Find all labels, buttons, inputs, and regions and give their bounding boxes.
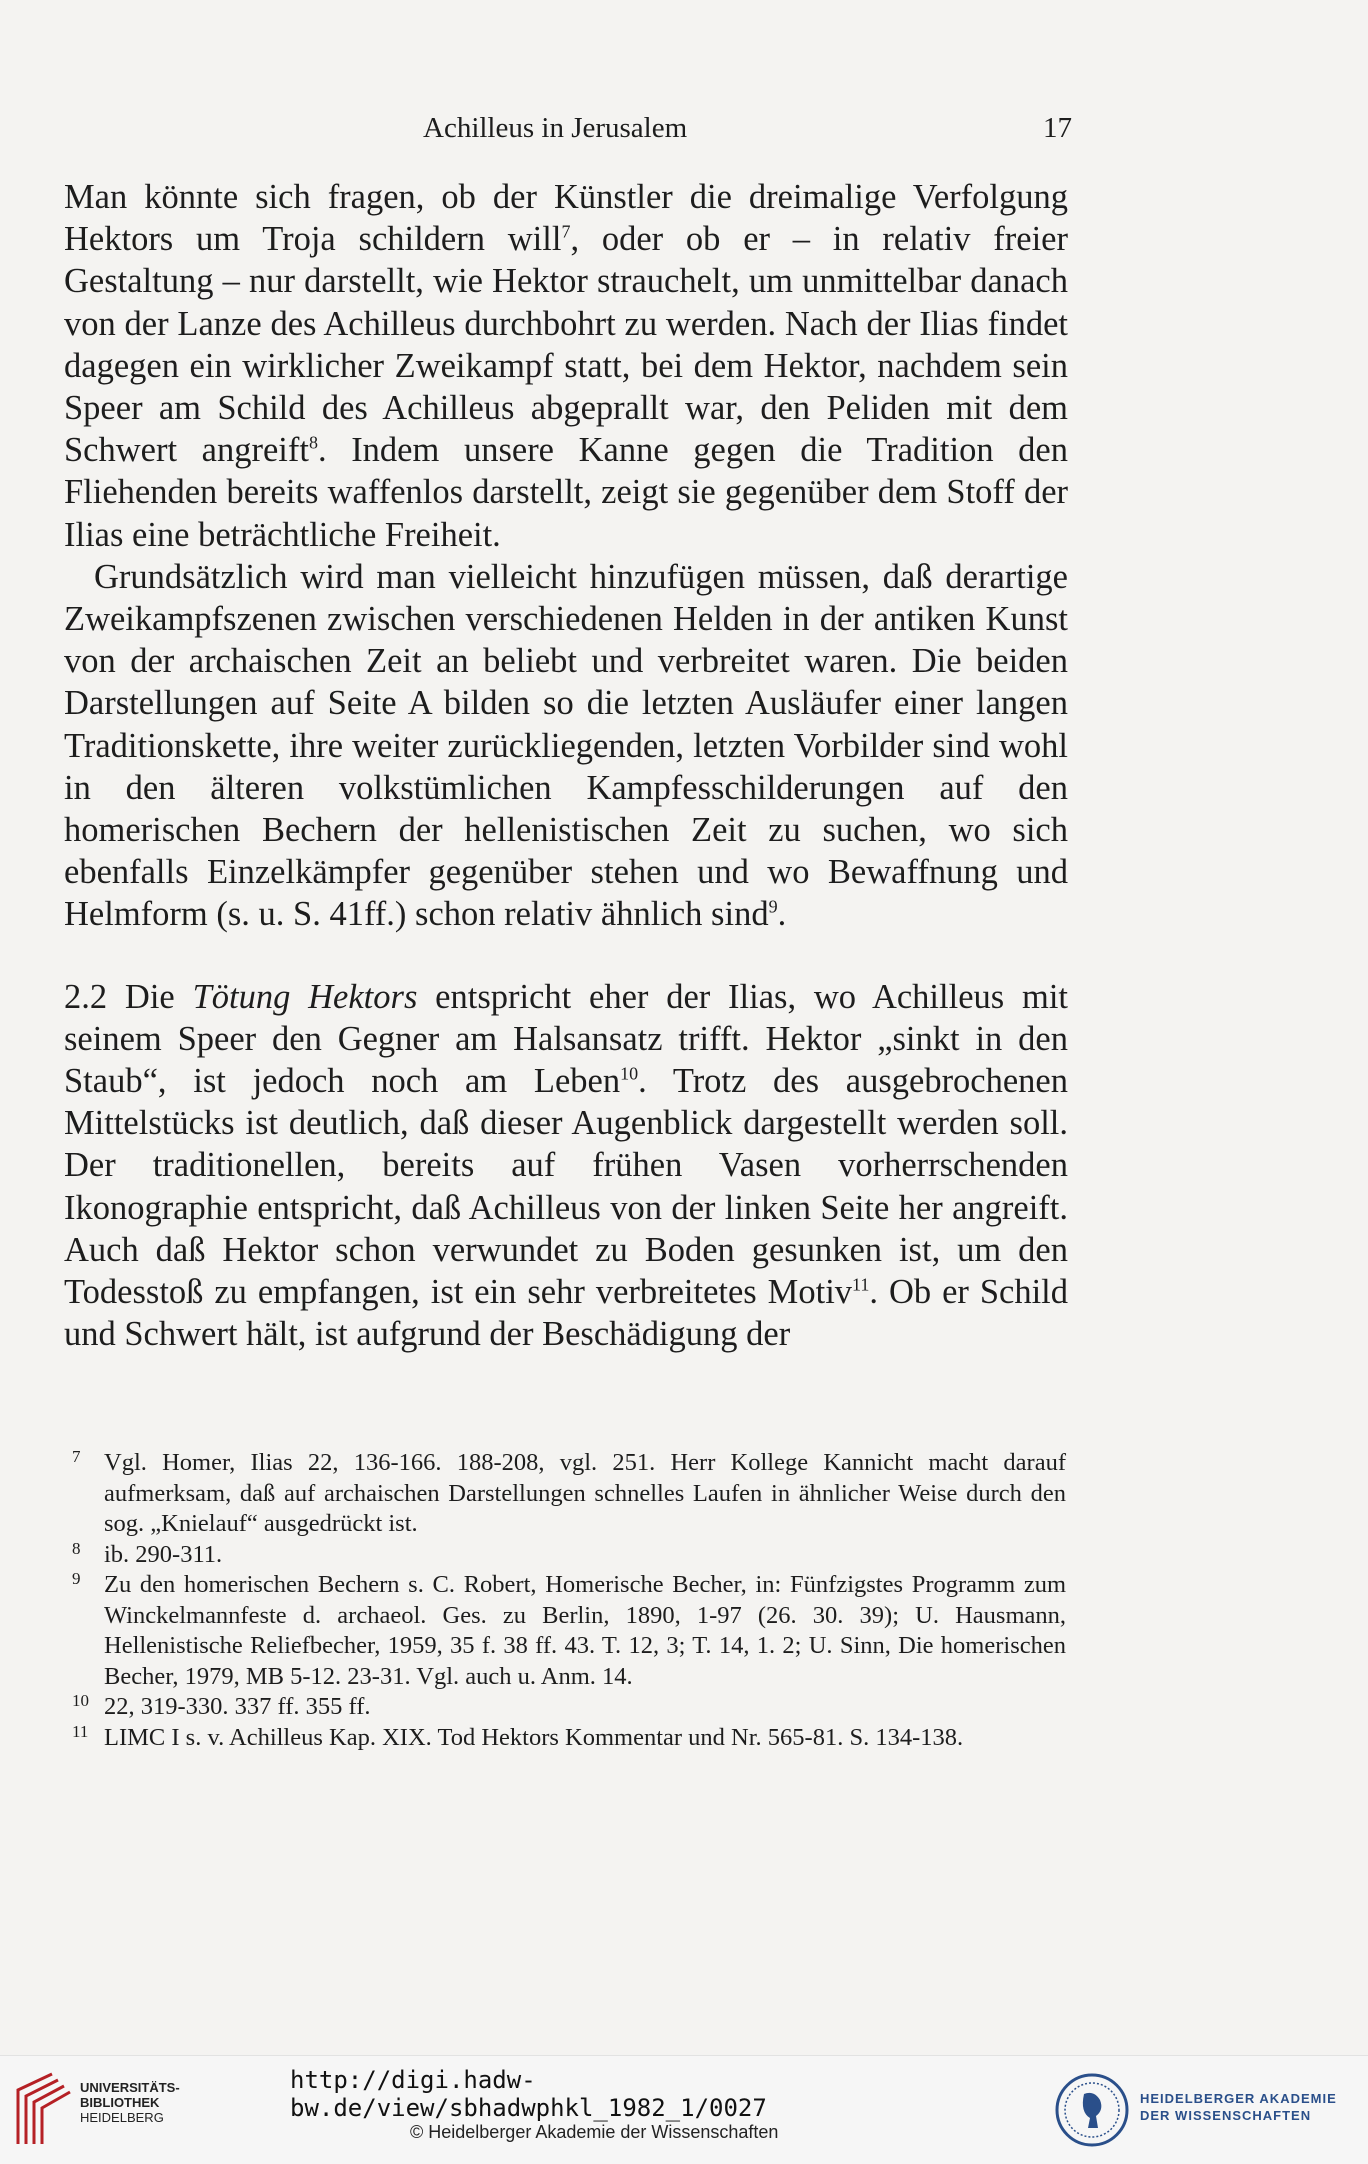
copyright-notice: © Heidelberger Akademie der Wissenschaften xyxy=(410,2122,779,2142)
text-run: Man könnte sich fragen, ob der Künstler die dreimalige Verfolgung Hektors um Troja schildern will xyxy=(64,178,1068,259)
footnote-ref: 11 xyxy=(852,1274,870,1295)
footnote-text: 22, 319-330. 337 ff. 355 ff. xyxy=(104,1693,371,1720)
page-number: 17 xyxy=(1043,112,1072,144)
footnote-number: 7 xyxy=(72,1447,81,1466)
footnote-text: Zu den homerischen Bechern s. C. Robert, Homerische Becher, in: Fünfzigstes Programm zum Winckelmannfeste d. archaeol. Ges. zu Berlin, 1890, 1-97 (26. 30. 39); U. Hausmann, Hellenistische Reliefbecher, 1959, 35 f. 38 ff. 43. T. 12, 3; T. 14, 1. 2; U. Sinn, Die homerischen Becher, 1979, MB 5-12. 23-31. Vgl. auch u. Anm. 14. xyxy=(104,1571,1066,1690)
library-name-line: UNIVERSITÄTS- xyxy=(80,2080,180,2095)
footnote-number: 8 xyxy=(72,1538,81,1558)
footnote xyxy=(72,1570,1066,1692)
university-library-name xyxy=(80,2080,180,2125)
footnote xyxy=(72,1540,1066,1571)
academy-name-line: HEIDELBERGER AKADEMIE xyxy=(1140,2091,1337,2106)
footnote-number: 10 xyxy=(72,1691,89,1710)
text-run: entspricht eher der Ilias, wo Achilleus mit seinem Speer den Gegner am Halsansatz trifft. Hektor „sinkt in den Staub“, ist jedoch noch am Leben xyxy=(64,977,1068,1101)
footnote-ref: 9 xyxy=(768,896,778,917)
emphasis: Tötung Hektors xyxy=(192,977,418,1016)
text-run: Grundsätzlich wird man vielleicht hinzufügen müssen, daß derartige Zweikampfszenen zwischen verschiedenen Helden in der antiken Kunst von der archaischen Zeit an beliebt und verbreitet waren. Die beiden Darstellungen auf Seite A bilden so die letzten Ausläufer einer langen Traditionskette, ihre weiter zurückliegenden, letzten Vorbilder sind wohl in den älteren volkstümlichen Kampfesschilderungen auf den homerischen Bechern der hellenistischen Zeit zu suchen, wo sich ebenfalls Einzelkämpfer gegenüber stehen und wo Bewaffnung und Helmform (s. u. S. 41ff.) schon relativ ähnlich sind xyxy=(64,557,1068,934)
running-title: Achilleus in Jerusalem xyxy=(423,112,688,144)
library-name-line: BIBLIOTHEK xyxy=(80,2095,160,2110)
footnote xyxy=(72,1692,1066,1723)
footnote-number: 9 xyxy=(72,1569,81,1588)
paragraph-1 xyxy=(64,176,1068,556)
footnote-text: ib. 290-311. xyxy=(104,1540,223,1568)
footnote-number: 11 xyxy=(72,1721,89,1741)
body-text xyxy=(64,176,1068,1355)
paragraph-section-2-2 xyxy=(64,976,1068,1356)
university-library-logo-icon[interactable] xyxy=(12,2070,74,2150)
footnote-ref: 10 xyxy=(620,1063,639,1084)
academy-name-line: DER WISSENSCHAFTEN xyxy=(1140,2108,1312,2123)
academy-seal-icon[interactable] xyxy=(1054,2072,1130,2148)
text-run: . Trotz des ausgebrochenen Mittelstücks ist deutlich, daß dieser Augenblick dargestellt werden soll. Der traditionellen, bereits auf frühen Vasen vorherrschenden Ikonographie entspricht, daß Achilleus von der linken Seite her angreift. Auch daß Hektor schon verwundet zu Boden gesunken ist, um den Todesstoß zu empfangen, ist ein sehr verbreitetes Motiv xyxy=(64,1062,1068,1312)
academy-name xyxy=(1140,2090,1337,2124)
footnote-ref: 8 xyxy=(308,432,318,453)
footnote-text: Vgl. Homer, Ilias 22, 136-166. 188-208, vgl. 251. Herr Kollege Kannicht macht darauf aufmerksam, daß auf archaischen Darstellungen schnelles Laufen in ähnlicher Weise durch den sog. „Knielauf“ ausgedrückt ist. xyxy=(104,1449,1066,1537)
text-run: 2.2 Die xyxy=(64,977,193,1016)
library-name-line: HEIDELBERG xyxy=(80,2110,164,2125)
paragraph-2 xyxy=(64,556,1068,936)
permalink-url[interactable]: http://digi.hadw-bw.de/view/sbhadwphkl_1982_1/0027 xyxy=(290,2066,767,2122)
text-run: . Ob er Schild und Schwert hält, ist aufgrund der Beschädigung der xyxy=(64,1273,1069,1354)
running-head xyxy=(0,108,1368,148)
footnote xyxy=(72,1448,1066,1540)
footnote-text: LIMC I s. v. Achilleus Kap. XIX. Tod Hektors Kommentar und Nr. 565-81. S. 134-138. xyxy=(104,1723,964,1751)
footnote xyxy=(72,1723,1066,1754)
viewer-footer xyxy=(0,2055,1368,2164)
footnotes xyxy=(72,1448,1066,1753)
text-run: . Indem unsere Kanne gegen die Tradition den Fliehenden bereits waffenlos darstellt, zeigt sie gegenüber dem Stoff der Ilias eine beträchtliche Freiheit. xyxy=(64,431,1068,554)
text-run: . xyxy=(777,895,787,934)
text-run: , oder ob er – in relativ freier Gestaltung – nur darstellt, wie Hektor strauchelt, um unmittelbar danach von der Lanze des Achilleus durchbohrt zu werden. Nach der Ilias findet dagegen ein wirklicher Zweikampf statt, bei dem Hektor, nachdem sein Speer am Schild des Achilleus abgeprallt war, den Peliden mit dem Schwert angreift xyxy=(64,220,1068,470)
footnote-ref: 7 xyxy=(561,221,571,242)
